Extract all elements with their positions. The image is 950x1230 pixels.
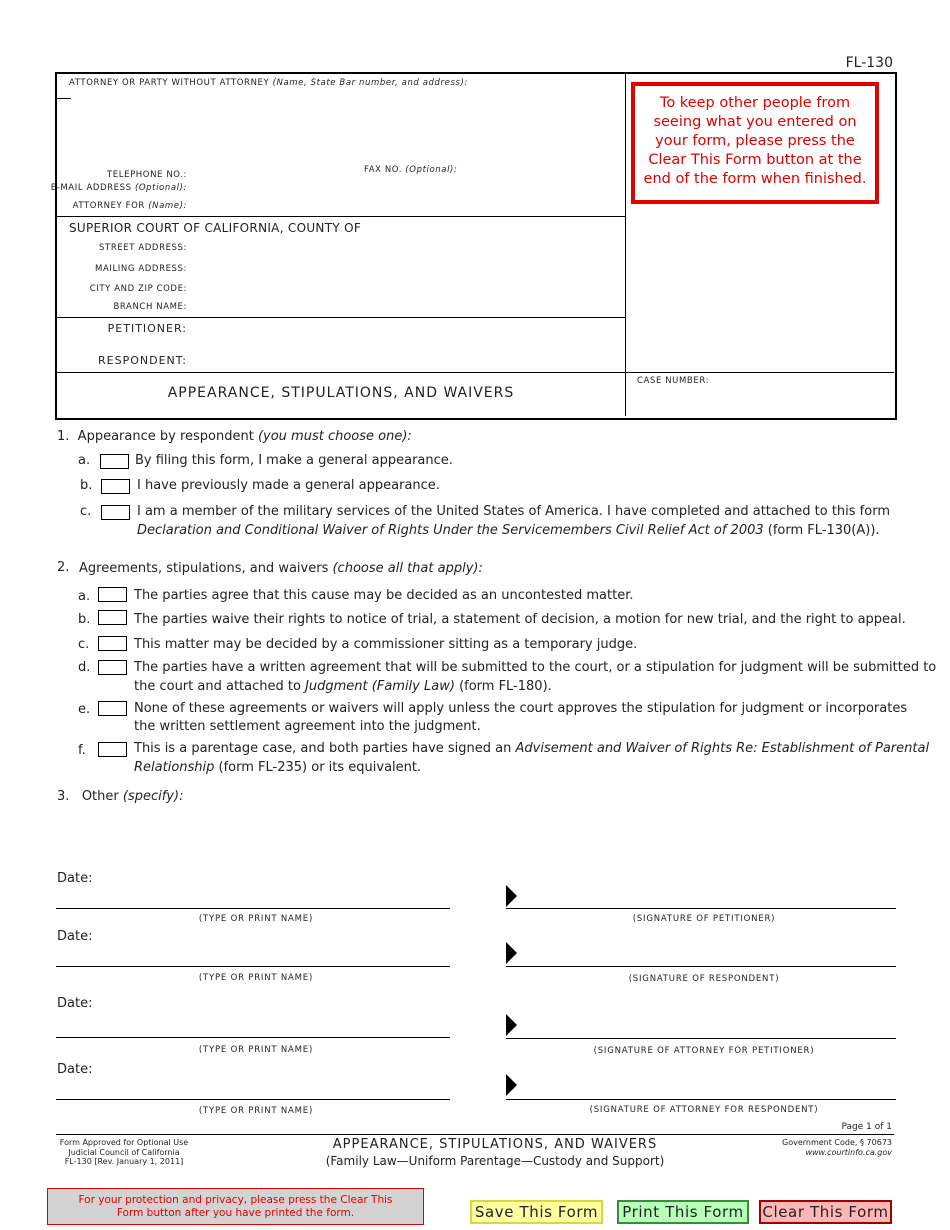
city-zip-label: CITY AND ZIP CODE: — [89, 284, 187, 294]
section2-a-checkbox[interactable] — [98, 587, 127, 602]
mailing-address-label: MAILING ADDRESS: — [95, 264, 187, 274]
signature-arrow-2 — [506, 942, 517, 964]
section3-title: 3. Other (specify): — [57, 789, 184, 804]
section2-c-letter: c. — [78, 637, 90, 652]
name-line-4[interactable] — [56, 1099, 450, 1100]
footer-approved — [56, 1138, 192, 1167]
signature-caption-3: (SIGNATURE OF ATTORNEY FOR PETITIONER) — [593, 1046, 815, 1056]
print-form-button[interactable]: Print This Form — [617, 1200, 749, 1224]
section2-a-letter: a. — [78, 589, 91, 604]
section1-title: 1. Appearance by respondent (you must choose one): — [57, 429, 412, 444]
name-caption-2: (TYPE OR PRINT NAME) — [198, 973, 314, 983]
respondent-label: RESPONDENT: — [98, 354, 187, 367]
section2-d-letter: d. — [78, 660, 91, 675]
section1-b-text: I have previously made a general appearance. — [137, 478, 440, 493]
privacy-notice: To keep other people from seeing what you entered on your form, please press the Clear This Form button at the end of the form when finished. — [631, 82, 879, 204]
name-caption-4: (TYPE OR PRINT NAME) — [198, 1106, 314, 1116]
footer-title: APPEARANCE, STIPULATIONS, AND WAIVERS — [332, 1137, 658, 1152]
court-title: SUPERIOR COURT OF CALIFORNIA, COUNTY OF — [69, 221, 362, 235]
section2-e-text-2: the written settlement agreement into the judgment. — [134, 719, 481, 734]
date-label-4: Date: — [57, 1062, 93, 1077]
section1-a-text: By filing this form, I make a general appearance. — [135, 453, 453, 468]
telephone-label: TELEPHONE NO.: — [107, 170, 187, 180]
attorney-for-label: ATTORNEY FOR (Name): — [72, 201, 187, 211]
name-line-1[interactable] — [56, 908, 450, 909]
section2-d-text-2: the court and attached to Judgment (Family Law) (form FL-180). — [134, 679, 552, 694]
footer-code: Government Code, § 70673 — [782, 1138, 892, 1147]
signature-arrow-4 — [506, 1074, 517, 1096]
section2-title: Agreements, stipulations, and waivers (choose all that apply): — [79, 561, 483, 576]
footer-approved-3: FL-130 [Rev. January 1, 2011] — [64, 1157, 184, 1166]
date-label-2: Date: — [57, 929, 93, 944]
footer-website[interactable]: www.courtinfo.ca.gov — [805, 1148, 892, 1157]
section2-b-checkbox[interactable] — [98, 610, 127, 625]
section2-f-text-2: Relationship (form FL-235) or its equivalent. — [134, 760, 422, 775]
name-caption-1: (TYPE OR PRINT NAME) — [198, 914, 314, 924]
form-title: APPEARANCE, STIPULATIONS, AND WAIVERS — [167, 385, 515, 401]
section2-a-text: The parties agree that this cause may be decided as an uncontested matter. — [134, 588, 634, 603]
section2-c-checkbox[interactable] — [98, 636, 127, 651]
email-label: E-MAIL ADDRESS (Optional): — [50, 183, 187, 193]
signature-caption-1: (SIGNATURE OF PETITIONER) — [632, 914, 776, 924]
signature-line-2[interactable] — [506, 966, 896, 967]
attorney-label: ATTORNEY OR PARTY WITHOUT ATTORNEY (Name, State Bar number, and address): — [69, 78, 468, 88]
section2-c-text: This matter may be decided by a commissioner sitting as a temporary judge. — [134, 637, 638, 652]
section1-a-letter: a. — [78, 453, 91, 468]
signature-line-3[interactable] — [506, 1038, 896, 1039]
section1-b-checkbox[interactable] — [101, 479, 130, 494]
section2-e-text: None of these agreements or waivers will apply unless the court approves the stipulation for judgment or incorporates — [134, 701, 908, 716]
footer-subtitle: (Family Law—Uniform Parentage—Custody and Support) — [325, 1154, 665, 1168]
section1-b-letter: b. — [80, 478, 93, 493]
signature-caption-4: (SIGNATURE OF ATTORNEY FOR RESPONDENT) — [589, 1105, 819, 1115]
form-id: FL-130 — [845, 55, 893, 71]
section1-a-checkbox[interactable] — [100, 454, 129, 469]
section1-c-letter: c. — [80, 504, 92, 519]
page-number: Page 1 of 1 — [841, 1122, 892, 1132]
section1-c-checkbox[interactable] — [101, 505, 130, 520]
footer-approved-2: Judicial Council of California — [68, 1147, 180, 1157]
date-label-3: Date: — [57, 996, 93, 1011]
section1-c-text: I am a member of the military services of the United States of America. I have completed and attached to this form — [137, 504, 890, 519]
section2-d-checkbox[interactable] — [98, 660, 127, 675]
section2-f-checkbox[interactable] — [98, 742, 127, 757]
name-line-2[interactable] — [56, 966, 450, 967]
bottom-privacy-notice: For your protection and privacy, please press the Clear This Form button after you have printed the form. — [47, 1188, 424, 1225]
section1-c-text-2: Declaration and Conditional Waiver of Rights Under the Servicemembers Civil Relief Act of 2003 (form FL-130(A)). — [137, 523, 880, 538]
section2-num: 2. — [57, 560, 70, 575]
signature-arrow-1 — [506, 885, 517, 907]
petitioner-label: PETITIONER: — [107, 322, 187, 335]
date-label-1: Date: — [57, 871, 93, 886]
section2-f-text: This is a parentage case, and both parties have signed an Advisement and Waiver of Rights Re: Establishment of Parental — [134, 741, 930, 756]
name-line-3[interactable] — [56, 1037, 450, 1038]
section2-d-text: The parties have a written agreement that will be submitted to the court, or a stipulation for judgment will be submitted to — [134, 660, 937, 675]
section2-b-letter: b. — [78, 612, 91, 627]
save-form-button[interactable]: Save This Form — [470, 1200, 603, 1224]
name-caption-3: (TYPE OR PRINT NAME) — [198, 1045, 314, 1055]
section2-e-letter: e. — [78, 702, 91, 717]
clear-form-button[interactable]: Clear This Form — [759, 1200, 892, 1224]
case-number-label: CASE NUMBER: — [637, 376, 710, 386]
signature-line-1[interactable] — [506, 908, 896, 909]
branch-name-label: BRANCH NAME: — [113, 302, 187, 312]
signature-caption-2: (SIGNATURE OF RESPONDENT) — [628, 974, 780, 984]
signature-arrow-3 — [506, 1014, 517, 1036]
signature-line-4[interactable] — [506, 1099, 896, 1100]
section2-b-text: The parties waive their rights to notice of trial, a statement of decision, a motion for new trial, and the right to appeal. — [134, 612, 906, 627]
street-address-label: STREET ADDRESS: — [99, 243, 187, 253]
footer-approved-1: Form Approved for Optional Use — [59, 1138, 189, 1147]
section2-f-letter: f. — [78, 743, 86, 758]
section2-e-checkbox[interactable] — [98, 701, 127, 716]
fax-label: FAX NO. (Optional): — [364, 165, 458, 175]
